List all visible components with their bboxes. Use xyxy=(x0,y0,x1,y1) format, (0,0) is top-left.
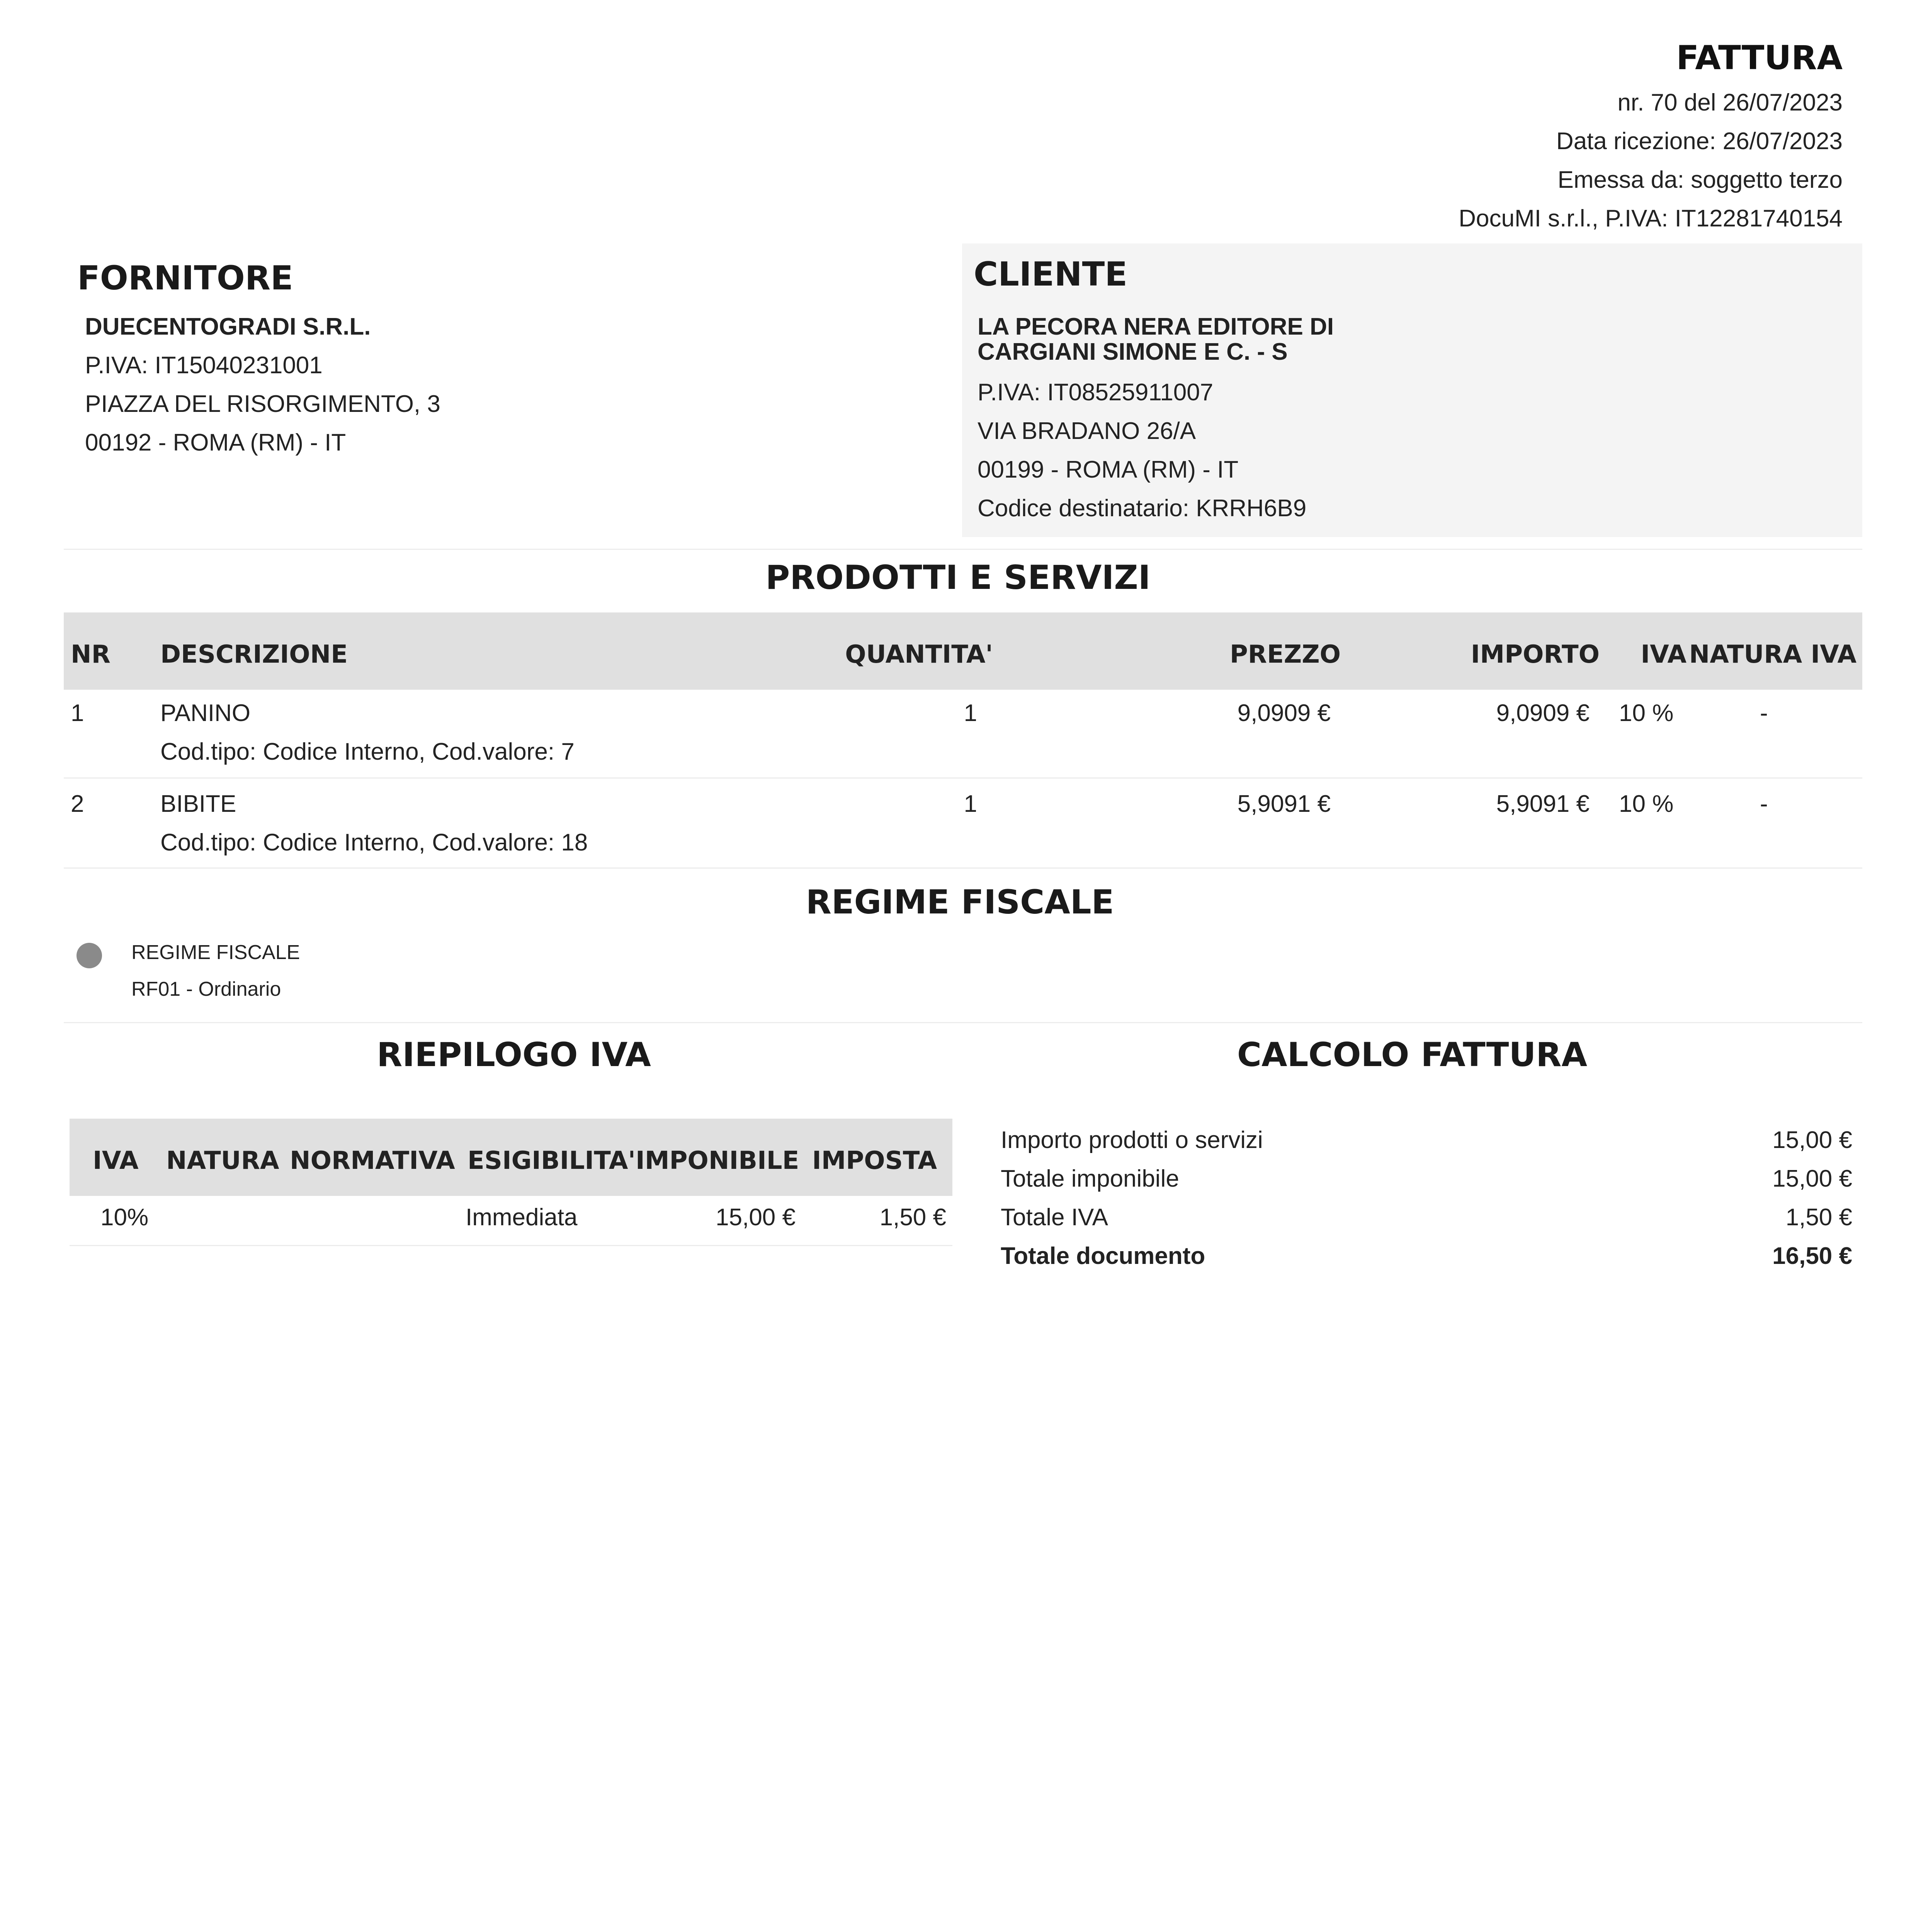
row-2-amount: 5,9091 € xyxy=(1496,791,1590,817)
vat-rate: 10% xyxy=(100,1204,149,1231)
col-normativa: NORMATIVA xyxy=(290,1146,455,1175)
calc-label-vat: Totale IVA xyxy=(1001,1204,1108,1231)
row-1-vat-nature: - xyxy=(1760,700,1768,726)
tax-regime-value: RF01 - Ordinario xyxy=(131,978,281,1000)
invoice-number: nr. 70 del 26/07/2023 xyxy=(1617,89,1843,116)
row-1-amount: 9,0909 € xyxy=(1496,700,1590,726)
calc-value-total: 16,50 € xyxy=(1772,1243,1852,1269)
issued-by: Emessa da: soggetto terzo xyxy=(1557,167,1843,193)
products-title: PRODOTTI E SERVIZI xyxy=(765,558,1151,597)
row-divider xyxy=(64,867,1862,869)
row-divider xyxy=(64,777,1862,779)
row-1-code: Cod.tipo: Codice Interno, Cod.valore: 7 xyxy=(160,738,575,765)
client-title: CLIENTE xyxy=(974,255,1128,294)
row-2-description: BIBITE xyxy=(160,791,236,817)
receipt-date: Data ricezione: 26/07/2023 xyxy=(1556,128,1843,155)
row-1-nr: 1 xyxy=(71,700,84,726)
row-1-price: 9,0909 € xyxy=(1237,700,1331,726)
client-recipient-code: Codice destinatario: KRRH6B9 xyxy=(978,495,1307,522)
divider xyxy=(64,549,1862,550)
vat-chargeability: Immediata xyxy=(466,1204,578,1231)
supplier-vat: P.IVA: IT15040231001 xyxy=(85,352,323,379)
row-2-quantity: 1 xyxy=(964,791,977,817)
client-vat: P.IVA: IT08525911007 xyxy=(978,379,1214,406)
products-table-header xyxy=(64,612,1862,690)
supplier-title: FORNITORE xyxy=(77,259,293,298)
row-2-price: 5,9091 € xyxy=(1237,791,1331,817)
col-quantita: QUANTITA' xyxy=(845,640,993,669)
document-title: FATTURA xyxy=(1676,39,1843,77)
tax-regime-title: REGIME FISCALE xyxy=(806,883,1114,922)
client-name-line2: CARGIANI SIMONE E C. - S xyxy=(978,338,1288,365)
row-1-description: PANINO xyxy=(160,700,251,726)
row-2-code: Cod.tipo: Codice Interno, Cod.valore: 18 xyxy=(160,829,588,856)
col-natura-iva: NATURA IVA xyxy=(1689,640,1856,669)
row-2-nr: 2 xyxy=(71,791,84,817)
supplier-box xyxy=(70,247,943,537)
col-imposta: IMPOSTA xyxy=(812,1146,937,1175)
calc-value-products: 15,00 € xyxy=(1772,1127,1852,1153)
intermediary: DocuMI s.r.l., P.IVA: IT12281740154 xyxy=(1459,205,1843,232)
row-1-quantity: 1 xyxy=(964,700,977,726)
calc-label-products: Importo prodotti o servizi xyxy=(1001,1127,1263,1153)
row-2-vat: 10 % xyxy=(1619,791,1674,817)
row-1-vat: 10 % xyxy=(1619,700,1674,726)
supplier-city: 00192 - ROMA (RM) - IT xyxy=(85,429,346,456)
calc-label-total: Totale documento xyxy=(1001,1243,1205,1269)
col-importo: IMPORTO xyxy=(1471,640,1600,669)
bullet-icon xyxy=(77,943,102,968)
col-iva: IVA xyxy=(93,1146,139,1175)
supplier-name: DUECENTOGRADI S.R.L. xyxy=(85,313,371,340)
vat-tax: 1,50 € xyxy=(879,1204,946,1231)
calc-label-taxable: Totale imponibile xyxy=(1001,1165,1179,1192)
col-esigibilita: ESIGIBILITA' xyxy=(468,1146,636,1175)
row-divider xyxy=(70,1245,952,1246)
col-nr: NR xyxy=(71,640,111,669)
calc-value-taxable: 15,00 € xyxy=(1772,1165,1852,1192)
vat-summary-header xyxy=(70,1119,952,1196)
vat-summary-title: RIEPILOGO IVA xyxy=(377,1036,651,1074)
supplier-address: PIAZZA DEL RISORGIMENTO, 3 xyxy=(85,391,440,417)
client-city: 00199 - ROMA (RM) - IT xyxy=(978,456,1239,483)
col-descrizione: DESCRIZIONE xyxy=(160,640,348,669)
col-iva: IVA xyxy=(1641,640,1686,669)
row-2-vat-nature: - xyxy=(1760,791,1768,817)
vat-taxable: 15,00 € xyxy=(716,1204,796,1231)
col-natura: NATURA xyxy=(166,1146,279,1175)
client-address: VIA BRADANO 26/A xyxy=(978,418,1196,444)
invoice-calc-title: CALCOLO FATTURA xyxy=(1237,1036,1588,1074)
col-prezzo: PREZZO xyxy=(1229,640,1341,669)
calc-value-vat: 1,50 € xyxy=(1785,1204,1852,1231)
client-box xyxy=(962,243,1862,537)
client-name-line1: LA PECORA NERA EDITORE DI xyxy=(978,313,1334,340)
divider xyxy=(64,1022,1862,1023)
tax-regime-label: REGIME FISCALE xyxy=(131,941,300,964)
col-imponibile: IMPONIBILE xyxy=(636,1146,799,1175)
